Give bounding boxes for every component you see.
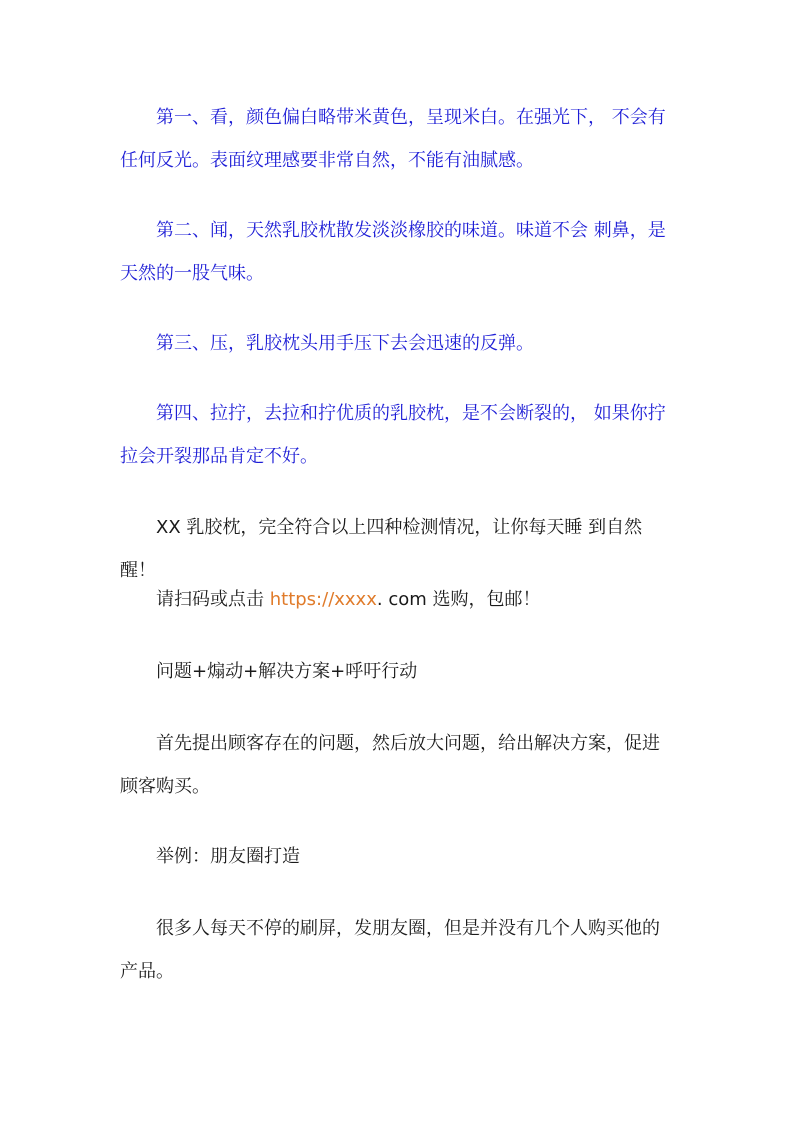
purchase-suffix: . com 选购，包邮！ bbox=[376, 589, 541, 610]
formula-paragraph: 问题+煽动+解决方案+呼吁行动 bbox=[156, 661, 418, 682]
product-claim-paragraph: XX 乳胶枕，完全符合以上四种检测情况，让你每天睡 到自然醒！ bbox=[120, 517, 643, 581]
example-heading: 举例：朋友圈打造 bbox=[156, 846, 300, 867]
tip-pull-paragraph: 第四、拉拧，去拉和拧优质的乳胶枕，是不会断裂的， 如果你拧拉会开裂那品肯定不好。 bbox=[120, 403, 666, 467]
explanation-paragraph: 首先提出顾客存在的问题，然后放大问题，给出解决方案，促进顾客购买。 bbox=[120, 733, 660, 797]
tip-look-paragraph: 第一、看，颜色偏白略带米黄色，呈现米白。在强光下， 不会有任何反光。表面纹理感要非常自然，不能有油腻感。 bbox=[120, 107, 666, 171]
tip-smell-paragraph: 第二、闻，天然乳胶枕散发淡淡橡胶的味道。味道不会 刺鼻，是天然的一股气味。 bbox=[120, 220, 666, 284]
purchase-paragraph bbox=[120, 578, 676, 621]
tip-press-paragraph: 第三、压，乳胶枕头用手压下去会迅速的反弹。 bbox=[156, 333, 534, 354]
purchase-link[interactable]: https://xxxx bbox=[269, 589, 377, 610]
example-paragraph: 很多人每天不停的刷屏，发朋友圈，但是并没有几个人购买他的产品。 bbox=[120, 918, 660, 982]
purchase-prefix: 请扫码或点击 bbox=[156, 589, 270, 610]
